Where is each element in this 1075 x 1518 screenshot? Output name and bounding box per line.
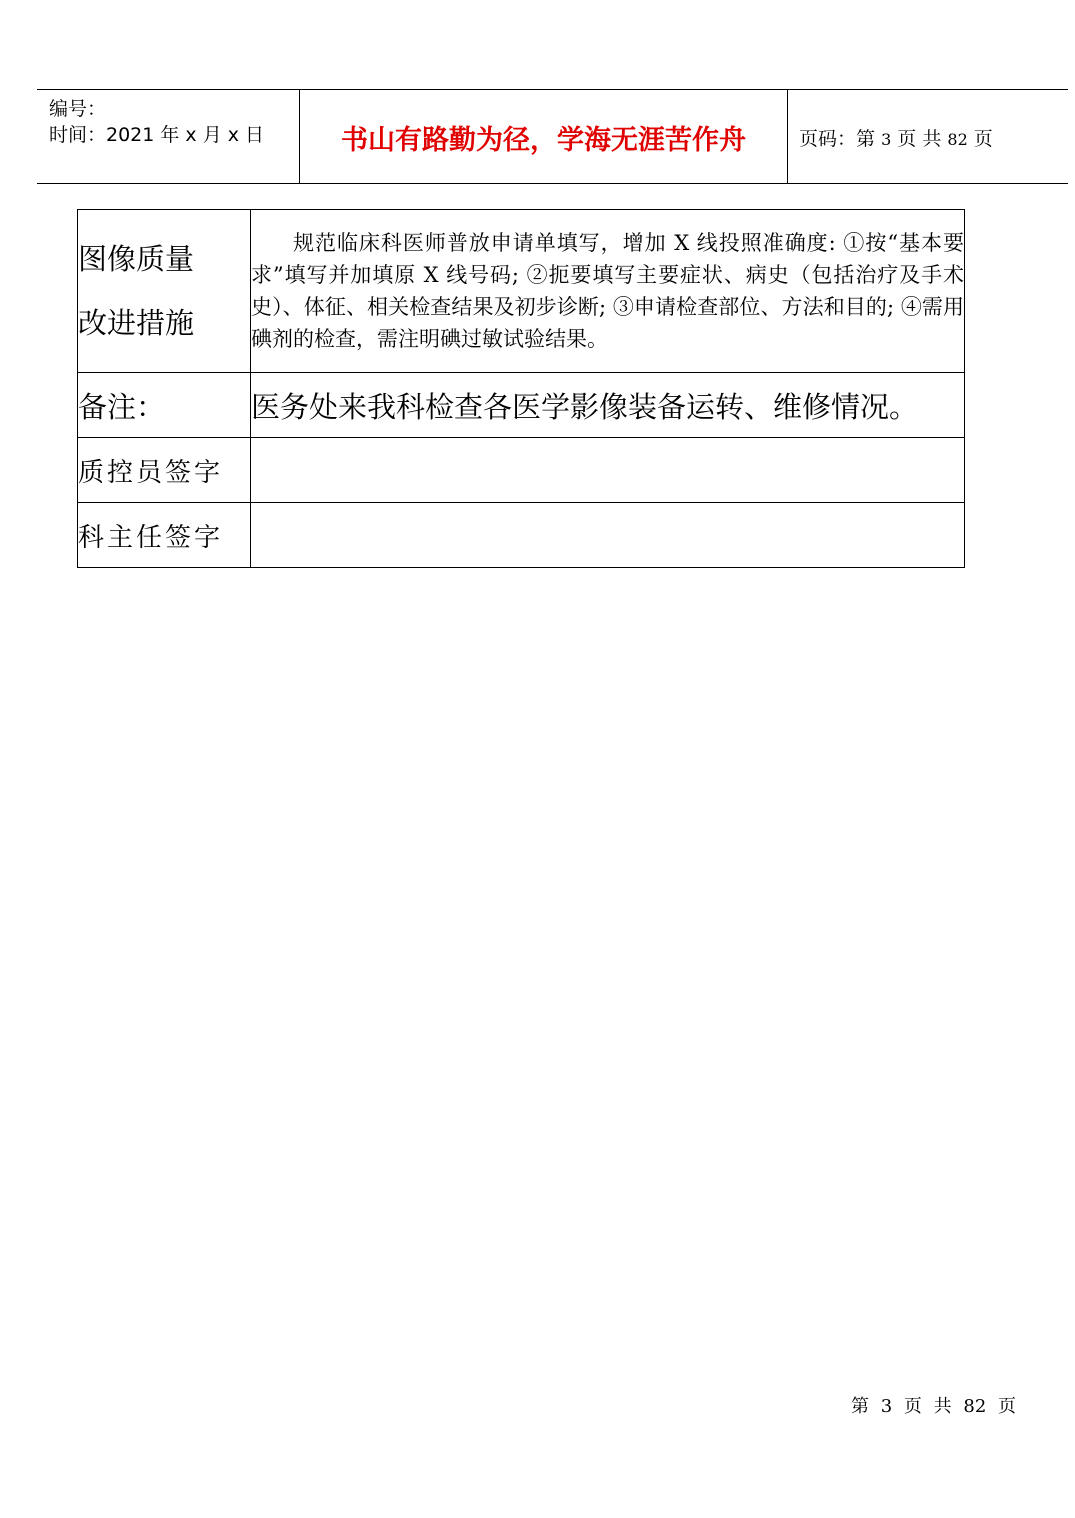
page-total: 82: [947, 130, 968, 149]
header-meta-cell: [37, 90, 300, 183]
time-line: 时间：2021 年 x 月 x 日: [49, 124, 265, 146]
label-line: 图像质量: [78, 242, 195, 276]
quality-form-table: [77, 209, 965, 568]
page-number-info: [799, 124, 993, 151]
director-signature-field: [251, 503, 965, 568]
page-header: [37, 89, 1068, 184]
row-label-remark: 备注：: [78, 373, 251, 438]
row-label-director-signature: 科主任签字: [78, 503, 251, 568]
serial-label: 编号：: [49, 98, 107, 120]
remark-text: 医务处来我科检查各医学影像装备运转、维修情况。: [251, 389, 919, 424]
measures-paragraph: 规范临床科医师普放申请单填写，增加 X 线投照准确度: ①按“基本要求”填写并加填原 X 线号码; ②扼要填写主要症状、病史（包括治疗及手术史）、体征、相关检查结果及初步诊断; ③申请检查部位、方法和目的; ④需用碘剂的检查，需注明碘过敏试验结果。: [251, 231, 964, 351]
header-page-cell: [788, 90, 1068, 183]
row-label-qc-signature: 质控员签字: [78, 438, 251, 503]
table-row: [78, 210, 965, 373]
table-row: [78, 438, 965, 503]
qc-signature-field: [251, 438, 965, 503]
page-footer: 第 3 页 共 82 页: [851, 1396, 1016, 1417]
header-motto-cell: [300, 90, 788, 183]
table-row: [78, 503, 965, 568]
row-content-image-quality: [251, 210, 965, 373]
table-row: [78, 373, 965, 438]
page-prefix: 页码：第: [799, 128, 876, 150]
row-label-image-quality: [78, 210, 251, 373]
row-content-remark: [251, 373, 965, 438]
label-line: 改进措施: [78, 306, 195, 340]
page-current: 3: [881, 130, 892, 149]
page-suffix: 页: [973, 128, 993, 150]
motto-text: 书山有路勤为径，学海无涯苦作舟: [341, 125, 746, 156]
page-mid: 页 共: [897, 128, 942, 150]
